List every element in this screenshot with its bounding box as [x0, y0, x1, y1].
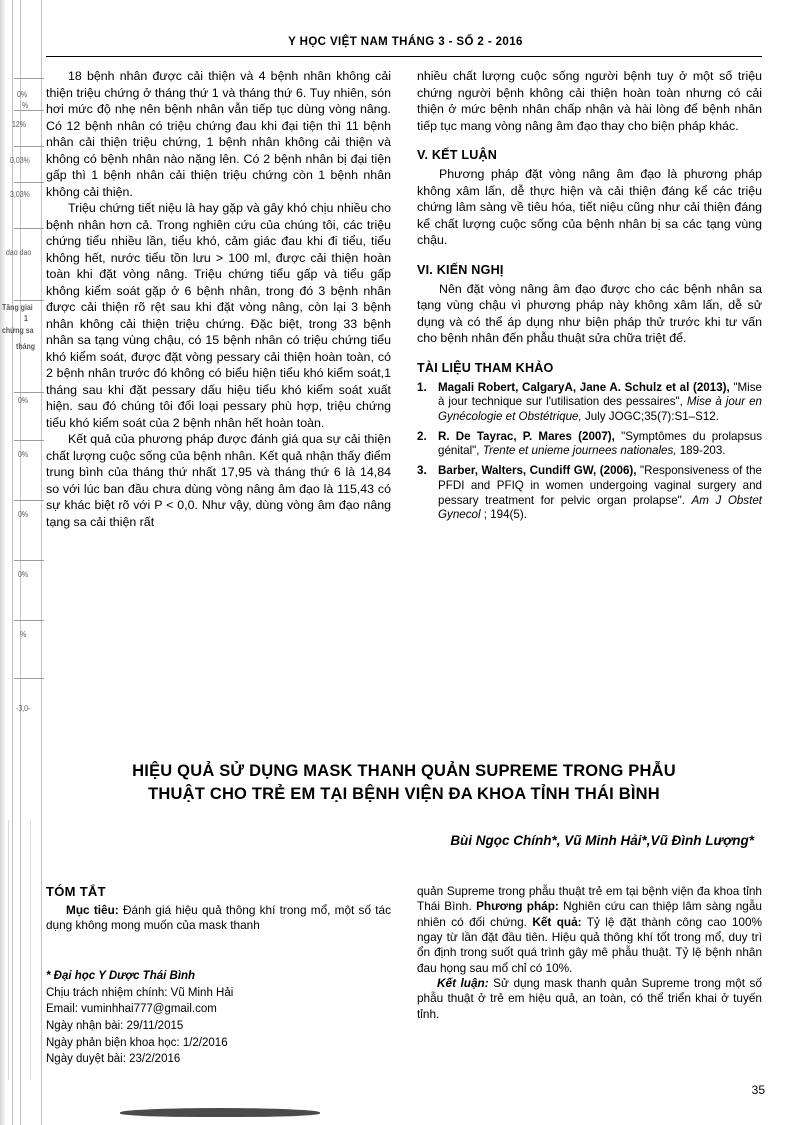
reference-item: [417, 381, 762, 425]
reference-detail: ; 194(5).: [480, 508, 527, 522]
article2-authors: Bùi Ngọc Chính*, Vũ Minh Hải*,Vũ Đình Lượng*: [450, 832, 754, 848]
scan-line: [14, 110, 44, 111]
date-received: Ngày nhận bài: 29/11/2015: [46, 1020, 184, 1033]
scan-smudge: [120, 1108, 320, 1117]
abstract-method-text: Nghiên cứu can thiệp lâm sàng ngẫu nhiên có đối chứng.: [417, 899, 762, 929]
abstract-heading: TÓM TẮT: [46, 884, 106, 899]
page-edge-shadow: [0, 0, 6, 1125]
scan-line: [14, 182, 44, 183]
scan-fragment: dao dao: [6, 249, 32, 258]
abstract-right-column: [417, 884, 762, 1022]
scan-fragment: 0,03%: [10, 157, 30, 166]
reference-authors: R. De Tayrac, P. Mares (2007),: [438, 429, 615, 443]
paragraph: Nên đặt vòng nâng âm đạo được cho các bệnh nhân sa tạng vùng chậu vì phương pháp này không xâm lấn, dễ sử dụng và có thể áp dụng như biện pháp thử trước khi tư vấn cho bệnh nhân đến phẫu thuật sửa chữa triệt để.: [417, 281, 762, 345]
scan-fragment: %: [20, 631, 27, 640]
affiliation-block: [46, 968, 391, 1068]
reference-number: 3.: [417, 464, 427, 478]
scan-line: [14, 620, 44, 621]
scan-fragment: -3,0-: [16, 705, 31, 714]
scan-line: [14, 440, 44, 441]
scan-fragment: chứng sa: [2, 327, 34, 336]
abstract-conclusion-text: Sử dụng mask thanh quản Supreme trong một số phẫu thuật ở trẻ em hiệu quả, an toàn, có thể triển khai ở tuyến tỉnh.: [417, 975, 762, 1021]
reference-source: Mise à jour en Gynécologie et Obstétrique,: [438, 395, 762, 423]
abstract-objective-text: Đánh giá hiệu quả thông khí trong mổ, một số tác dụng không mong muốn của mask thanh: [46, 903, 391, 933]
reference-item: [417, 464, 762, 523]
paragraph: Phương pháp đặt vòng nâng âm đạo là phương pháp không xâm lấn, dễ thực hiện và cải thiện đáng kể các triệu chứng lâm sàng về tiêu hóa, tiết niệu cũng như cải thiện đáng kể chất lượng cuộc sống của bệnh nhân bị sa các tạng vùng chậu.: [417, 167, 762, 247]
reference-detail: July JOGC;35(7):S1–S12.: [581, 409, 719, 423]
date-reviewed: Ngày phản biện khoa học: 1/2/2016: [46, 1036, 228, 1049]
right-column: [417, 68, 762, 530]
reference-list: [417, 381, 762, 523]
scan-fragment: 0%: [18, 451, 29, 460]
article2-title-block: [46, 760, 762, 848]
article-body-columns: [46, 68, 762, 530]
reference-title: "Mise à jour technique sur l'utilisation des pessaires",: [438, 380, 762, 409]
scan-line: [14, 500, 44, 501]
running-head: Y HỌC VIỆT NAM THÁNG 3 - SỐ 2 - 2016: [288, 36, 523, 48]
paragraph: 18 bệnh nhân được cải thiện và 4 bệnh nhân không cải thiện triệu chứng ở tháng thứ 1 và tháng thứ 6. Tuy nhiên, són hơi mức độ nhẹ nên bệnh nhân vẫn tiếp tục dùng vòng nâng. Có 12 bệnh nhân có triệu chứng đau khi đại tiện thì 11 bệnh nhân cải thiện triệu chứng, 1 bệnh nhân không cải thiện và không có bệnh nhân nào nặng lên. Có 2 bệnh nhân bị đại tiện gấp thì 1 bệnh nhân cải thiện triệu chứng còn 1 bệnh nhân không cải thiện.: [46, 69, 391, 199]
scan-fragment: 0%: [17, 91, 28, 100]
abstract-result-label: Kết quả:: [532, 914, 582, 929]
scan-edge-artifacts: [0, 0, 46, 1125]
scan-fragment: 0%: [18, 571, 29, 580]
scan-fragment: tháng: [16, 343, 36, 352]
corresponding-author: Chịu trách nhiệm chính: Vũ Minh Hải: [46, 986, 234, 999]
abstract-conclusion: [417, 976, 762, 1022]
date-approved: Ngày duyệt bài: 23/2/2016: [46, 1053, 181, 1066]
abstract-cont-text: quản Supreme trong phẫu thuật trẻ em tại bệnh viện đa khoa tỉnh Thái Bình.: [417, 884, 762, 914]
article2-title-line2: THUẬT CHO TRẺ EM TẠI BỆNH VIỆN ĐA KHOA TỈNH THÁI BÌNH: [148, 785, 660, 804]
reference-title: "Symptômes du prolapsus génital",: [438, 429, 762, 458]
abstract-method-label: Phương pháp:: [476, 899, 559, 914]
reference-number: 1.: [417, 380, 427, 394]
reference-item: [417, 430, 762, 459]
scan-line: [14, 78, 44, 79]
scan-line: [14, 392, 44, 393]
page-number: 35: [751, 1083, 765, 1097]
scan-rule: [20, 0, 21, 1125]
reference-source: Trente et unieme journees nationales,: [482, 444, 677, 458]
reference-title: "Responsiveness of the PFDI and PFIQ in women undergoing vaginal surgery and pessary treatment for pelvic organ prolapse".: [438, 464, 762, 507]
header-rule: [46, 56, 762, 57]
corresponding-email: Email: vuminhhai777@gmail.com: [46, 1003, 217, 1016]
abstract-result-text: Tỷ lệ đặt thành công cao 100% ngay từ lần đặt đầu tiên. Hiệu quả thông khí tốt trong mổ, duy trì ổn định trong suốt quá trình gây mê phẫu thuật. Tỷ lệ bệnh nhân đau họng sau mổ chỉ có 10%.: [417, 914, 762, 975]
article2-title-line1: HIỆU QUẢ SỬ DỤNG MASK THANH QUẢN SUPREME TRONG PHẪU: [132, 762, 676, 780]
scan-fragment: %: [22, 102, 29, 111]
reference-authors: Barber, Walters, Cundiff GW, (2006),: [438, 464, 637, 478]
scan-fragment: 12%: [12, 121, 27, 130]
scan-line: [14, 678, 44, 679]
abstract-objective-label: Mục tiêu:: [66, 903, 119, 917]
left-column: [46, 68, 391, 530]
scan-rule: [12, 0, 13, 1125]
scan-rule: [8, 820, 9, 1080]
scan-fragment: 0%: [18, 397, 29, 406]
scan-line: [14, 146, 44, 147]
abstract-continuation: [417, 884, 762, 976]
scan-fragment: 0%: [18, 511, 29, 520]
reference-number: 2.: [417, 429, 427, 443]
scan-rule: [41, 0, 42, 1125]
paragraph: Triệu chứng tiết niệu là hay gặp và gây khó chịu nhiều cho bệnh nhân hơn cả. Trong nghiên cứu của chúng tôi, các triệu chứng tiểu nhiều lần, tiểu khó, cảm giác đau khi đi tiểu, tiểu không hết, nước tiểu tồn lưu > 100 ml, được cải thiện hoàn toàn khi đặt vòng nâng. Triệu chứng tiểu gấp và tiểu gấp không kiểm soát gặp ở 6 bệnh nhân, trong đó 3 bệnh nhân được cải thiện rõ rệt sau khi đặt vòng nâng, còn lại 3 bệnh nhân không cải thiện triệu chứng. Đặc biệt, trong 33 bệnh nhân sa tạng vùng chậu, có 15 bệnh nhân có triệu chứng tiểu khó kiểm soát, được đặt vòng pessary cải thiện hoàn toàn, có 2 bệnh nhân trước đó không có biểu hiện tiểu khó kiểm soát,1 tháng sau khi đặt pessary dấu hiệu tiểu khó kiểm soát xuất hiện. sau đó chúng tôi đổi loại pessary phù hợp, triệu chứng tiểu khó kiểm soát của 2 bệnh nhân hết hoàn toàn.: [46, 201, 391, 430]
scan-line: [14, 300, 44, 301]
scan-fragment: 3,03%: [10, 191, 30, 200]
reference-source: Am J Obstet Gynecol: [438, 493, 762, 522]
scan-fragment: Tăng giai: [2, 304, 33, 313]
scan-fragment: 1: [24, 315, 28, 324]
scan-line: [14, 228, 44, 229]
affiliation-institution: * Đại học Y Dược Thái Bình: [46, 970, 196, 982]
section-heading-recommendation: VI. KIẾN NGHỊ: [417, 262, 504, 277]
section-heading-references: TÀI LIỆU THAM KHẢO: [417, 360, 554, 375]
section-heading-conclusion: V. KẾT LUẬN: [417, 148, 498, 162]
abstract-conclusion-label: Kết luận:: [437, 975, 489, 990]
paragraph-continuation: nhiều chất lượng cuộc sống người bệnh tuy ở một số triệu chứng người bệnh không cải thiện hoàn toàn nhưng có cải thiện ở mức bệnh nhân chấp nhận và hài lòng để bệnh nhân tiếp tục mang vòng nâng âm đạo thay cho biện pháp khác.: [417, 69, 762, 133]
reference-detail: 189-203.: [676, 444, 726, 458]
scan-rule: [30, 820, 31, 1080]
abstract-objective: [46, 903, 391, 934]
scan-line: [14, 560, 44, 561]
reference-authors: Magali Robert, CalgaryA, Jane A. Schulz et al (2013),: [438, 380, 730, 394]
paragraph: Kết quả của phương pháp được đánh giá qua sự cải thiện chất lượng cuộc sống của bệnh nhân. Kết quả nhận thấy điểm trung bình của tháng thứ nhất 17,95 và tháng thứ 6 là 14,84 so với lúc ban đầu chưa dùng vòng nâng âm đạo là 115,43 có sự khác biệt rõ với P < 0,0. Như vậy, dùng vòng âm đạo nâng tạng sa cải thiện rất: [46, 432, 391, 529]
